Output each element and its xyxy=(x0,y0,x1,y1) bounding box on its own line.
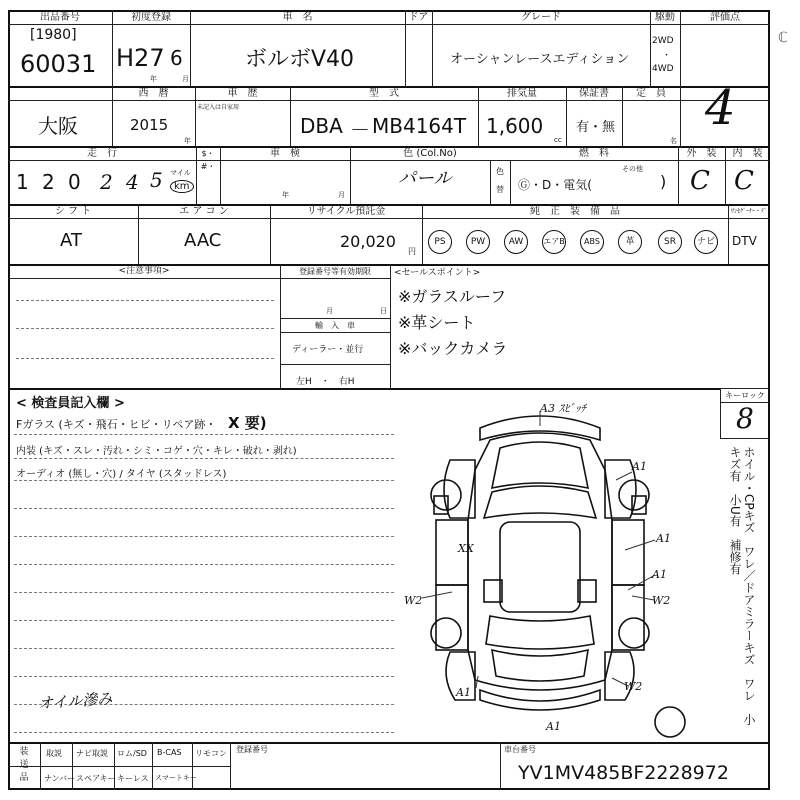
equip-aw: AW xyxy=(504,230,528,254)
grade-value: オーシャンレースエディション xyxy=(450,52,630,67)
type-prefix: DBA xyxy=(300,114,343,138)
footer-item-keyless: キーレス xyxy=(117,774,149,783)
reg-number-label: 登録番号 xyxy=(236,745,268,754)
type-label: 型 式 xyxy=(369,88,399,99)
shift-label: シ フ ト xyxy=(54,206,92,217)
recycle-yen: 円 xyxy=(408,247,416,256)
damage-mark-bottom-right: W2 xyxy=(624,680,643,693)
sdollar-label: $・#・ xyxy=(200,149,216,171)
damage-mark-right-1: A1 xyxy=(656,532,671,545)
shift-value: AT xyxy=(60,230,82,251)
lot-label: 出品番号 xyxy=(40,12,80,23)
first-reg-label: 初度登録 xyxy=(131,12,171,23)
year-western: 2015 xyxy=(130,116,169,134)
inspector-title: < 検査員記入欄 > xyxy=(16,396,125,411)
history-sub: 未記入は自家用 xyxy=(197,104,240,111)
footer-label-2: 送 xyxy=(19,760,29,770)
mile-unit: マイル xyxy=(170,169,191,177)
score-value: 4 xyxy=(705,80,736,136)
damage-mark-right-top: A1 xyxy=(632,460,647,473)
western-year-label: 西 暦 xyxy=(138,88,169,99)
footer-item-number: ナンバー xyxy=(44,774,76,783)
footer-label-3: 品 xyxy=(19,773,29,783)
extra-equipment-label: ﾜﾝｾｸﾞｰﾅｰ・ﾃﾞ xyxy=(730,208,767,215)
drive-label: 駆動 xyxy=(655,12,675,23)
footer-item-bcas: B-CAS xyxy=(157,748,182,757)
first-reg-year-unit: 年 xyxy=(150,75,157,83)
drive-dot: ・ xyxy=(662,51,672,61)
drive-2wd: 2WD xyxy=(652,36,674,46)
reg-expiry-day: 日 xyxy=(380,307,387,315)
reg-expiry-month: 月 xyxy=(326,307,333,315)
equip-airbag: エアB xyxy=(542,230,566,254)
location: 大阪 xyxy=(38,114,78,138)
warranty-value: 有・無 xyxy=(576,120,616,135)
interior-label: 内 装 xyxy=(732,148,763,159)
damage-mark-left: W2 xyxy=(404,594,423,607)
door-label: ドア xyxy=(408,12,429,23)
equip-leather: 革 xyxy=(618,230,642,254)
handle-value: 左H ・ 右H xyxy=(296,377,355,387)
inspector-handwriting: オイル滲み xyxy=(37,689,113,713)
type-code: MB4164T xyxy=(372,114,467,138)
equip-ps: PS xyxy=(428,230,452,254)
ac-label: エ ア コ ン xyxy=(179,206,229,217)
sales-point-3: ※バックカメラ xyxy=(398,339,508,358)
footer-item-rom-sd: ロム/SD xyxy=(117,749,147,758)
ac-value: AAC xyxy=(184,230,222,251)
damage-mark-right-2: A1 xyxy=(652,568,667,581)
inspection-year-unit: 年 xyxy=(282,191,289,199)
lot-sub-number: [1980] xyxy=(30,27,77,43)
inspector-glass-mark: X 要) xyxy=(228,414,267,432)
displacement-unit: cc xyxy=(554,136,562,144)
inspector-interior: 内装 (キズ・スレ・汚れ・シミ・コゲ・穴・キレ・破れ・剥れ) xyxy=(16,446,297,457)
damage-mark-cross: XX xyxy=(458,542,474,555)
capacity-unit: 名 xyxy=(670,137,677,145)
extra-equipment: DTV xyxy=(732,234,757,248)
key-lock-label: キーロック xyxy=(725,391,765,400)
footer-item-smart-key: スマートキー xyxy=(155,774,197,782)
car-name-label: 車 名 xyxy=(282,12,313,23)
capacity-label: 定 員 xyxy=(636,88,666,99)
recycle-label: リサイクル預託金 xyxy=(306,206,386,217)
footer-label xyxy=(14,746,34,785)
chassis-number: YV1MV485BF2228972 xyxy=(518,762,729,784)
grade-label: グレード xyxy=(521,12,561,23)
exterior-value: C xyxy=(690,166,710,196)
recycle-value: 20,020 xyxy=(340,232,396,251)
damage-mark-right-3: W2 xyxy=(652,594,671,607)
footer-label-1: 装 xyxy=(19,747,29,757)
fuel-close: ) xyxy=(660,172,667,191)
damage-mark-bottom-left: A1 xyxy=(456,686,471,699)
car-damage-diagram xyxy=(400,400,720,740)
footer-item-manual: 取説 xyxy=(46,749,62,758)
inspection-month-unit: 月 xyxy=(338,191,345,199)
fuel-label: 燃 料 xyxy=(579,148,609,159)
mileage-digit-2: 2 xyxy=(42,170,55,194)
equipment-label: 純 正 装 備 品 xyxy=(530,206,620,217)
import-label: 輸 入 車 xyxy=(315,321,355,330)
inspector-vertical-note: ホイル・CPキズ ワレ／ドアミラーキズ ワレ 小キズ有 小U有 補修有 xyxy=(728,446,756,726)
footer-item-remote: リモコン xyxy=(195,749,227,758)
equip-abs: ABS xyxy=(580,230,604,254)
inspector-audio: オーディオ (無し・穴) / タイヤ (スタッドレス) xyxy=(16,469,227,480)
color-label: 色 (Col.No) xyxy=(403,148,457,159)
warranty-label: 保証書 xyxy=(579,88,609,99)
first-reg-month: 6 xyxy=(170,46,183,70)
drive-4wd: 4WD xyxy=(652,64,674,74)
equip-navi: ナビ xyxy=(694,230,718,254)
displacement-label: 排気量 xyxy=(507,88,537,99)
first-reg-era: H27 xyxy=(116,44,165,72)
equip-pw: PW xyxy=(466,230,490,254)
corner-mark: ℂ xyxy=(778,30,788,46)
mileage-digit-6: 5 xyxy=(150,168,163,192)
mileage-digit-5: 4 xyxy=(126,170,139,194)
sales-point-2: ※革シート xyxy=(398,313,476,332)
reg-expiry-label: 登録番号等有効期限 xyxy=(299,267,371,276)
color-change-1: 色 xyxy=(496,167,504,176)
color-value: パール xyxy=(398,168,452,189)
equip-sr: SR xyxy=(658,230,682,254)
sales-point-1: ※ガラスルーフ xyxy=(398,287,507,306)
fuel-value: Ⓖ・D・電気( xyxy=(518,178,592,192)
footer-item-spare-key: スペアキー xyxy=(76,774,116,783)
km-unit: km xyxy=(170,180,194,193)
mileage-digit-4: 2 xyxy=(100,170,113,194)
chassis-label: 車台番号 xyxy=(504,745,536,754)
interior-value: C xyxy=(734,166,754,196)
displacement-value: 1,600 xyxy=(486,114,544,138)
mileage-digit-3: 0 xyxy=(68,170,81,194)
footer-item-navi-manual: ナビ取説 xyxy=(76,749,108,758)
lot-number: 60031 xyxy=(20,50,97,78)
car-name: ボルボV40 xyxy=(245,47,355,72)
inspection-label: 車 検 xyxy=(270,148,300,159)
caution-label: <注意事項> xyxy=(118,266,170,276)
sales-point-label: <セールスポイント> xyxy=(394,268,481,278)
mileage-digit-1: 1 xyxy=(16,170,29,194)
key-lock-value: 8 xyxy=(736,402,754,435)
damage-mark-bottom: A1 xyxy=(546,720,561,733)
color-change-2: 替 xyxy=(496,185,504,194)
exterior-label: 外 装 xyxy=(686,148,717,159)
year-unit: 年 xyxy=(184,137,191,145)
fuel-other-label: その他 xyxy=(622,165,643,173)
type-dash: － xyxy=(350,118,370,142)
damage-mark-top: A3 ｽﾋﾞｯﾁ xyxy=(540,402,586,415)
mileage-label: 走 行 xyxy=(87,148,117,159)
history-label: 車 歴 xyxy=(227,88,258,99)
import-value: ディーラー・並行 xyxy=(292,345,364,355)
score-label: 評価点 xyxy=(710,12,740,23)
first-reg-month-unit: 月 xyxy=(182,75,189,83)
inspector-glass: Fガラス (キズ・飛石・ヒビ・リペア跡・ xyxy=(16,418,217,431)
